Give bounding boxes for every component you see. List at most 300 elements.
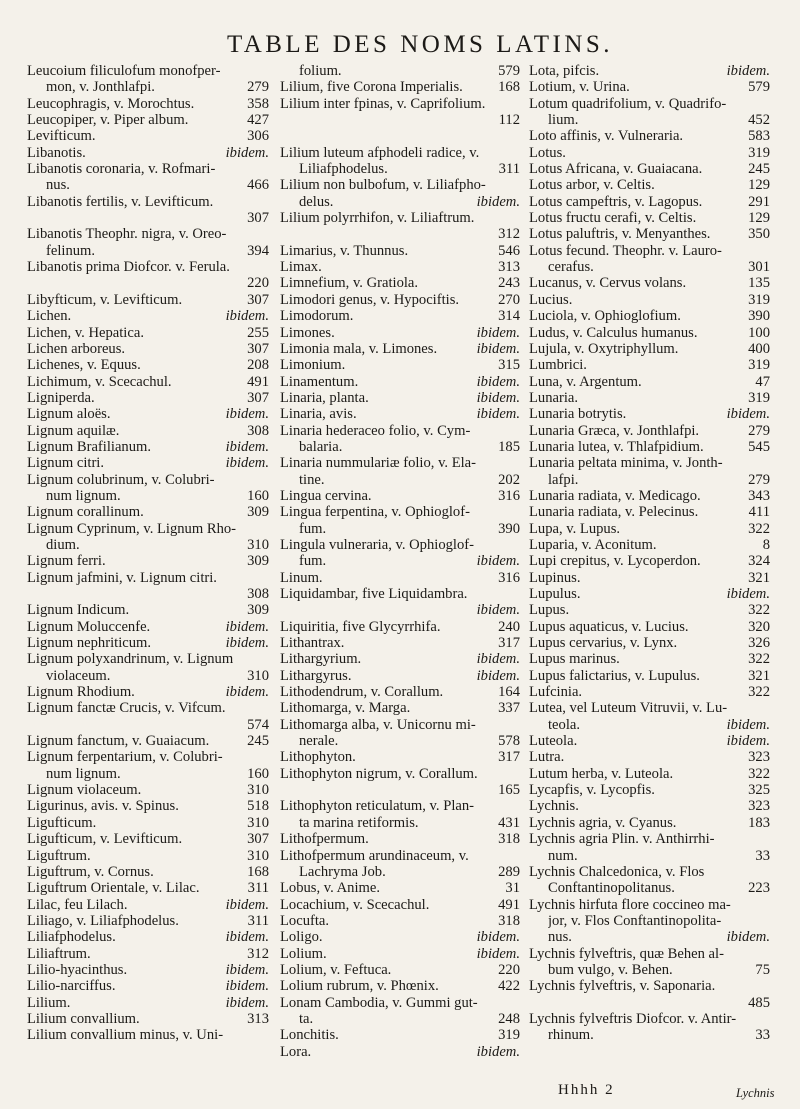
entry-page-number: 358 — [247, 95, 269, 112]
index-entry — [27, 177, 269, 193]
entry-page-number: 319 — [748, 144, 770, 161]
index-entry — [280, 521, 520, 537]
entry-text: Liquiritia, five Glycyrrhifa. — [280, 618, 441, 635]
index-page-ref: 307 — [247, 210, 269, 227]
entry-page-number: 322 — [748, 765, 770, 782]
entry-text: Lunaria peltata minima, v. Jonth- — [529, 455, 723, 472]
entry-page-number: 245 — [748, 161, 770, 178]
entry-page-number: ibidem. — [726, 733, 770, 750]
entry-text: Lignum Indicum. — [27, 602, 130, 619]
entry-page-number: 315 — [498, 357, 520, 374]
entry-text: Lotus. — [529, 144, 566, 161]
entry-text: Lingula vulneraria, v. Ophioglof- — [280, 536, 474, 553]
entry-text: Lignum fanctum, v. Guaiacum. — [27, 733, 210, 750]
index-entry — [27, 145, 269, 161]
index-page-ref: 485 — [748, 994, 770, 1011]
entry-text: Lupus aquaticus, v. Lucius. — [529, 618, 689, 635]
entry-text: Liguftrum, v. Cornus. — [27, 863, 154, 880]
entry-text: Lignum Brafilianum. — [27, 438, 152, 455]
index-entry — [529, 472, 770, 488]
index-entry — [529, 733, 770, 749]
entry-text: Leucoium filiculofum monofper- — [27, 63, 221, 79]
index-entry — [529, 880, 770, 896]
entry-text: Lunaria. — [529, 389, 579, 406]
index-entry — [529, 848, 770, 864]
entry-text: Lilium luteum afphodeli radice, v. — [280, 144, 480, 161]
index-entry — [529, 194, 770, 210]
entry-text: Lingua ferpentina, v. Ophioglof- — [280, 504, 470, 521]
entry-text: Lychnis agria, v. Cyanus. — [529, 814, 677, 831]
entry-text: Lignum jafmini, v. Lignum citri. — [27, 569, 217, 586]
index-entry — [27, 962, 269, 978]
index-entry — [529, 929, 770, 945]
entry-page-number: ibidem. — [225, 618, 269, 635]
entry-text: Lychnis fylveftris Diofcor. v. Antir- — [529, 1010, 737, 1027]
index-entry — [27, 946, 269, 962]
entry-page-number: 301 — [748, 259, 770, 276]
entry-page-number: 422 — [498, 978, 520, 995]
entry-page-number: ibidem. — [476, 945, 520, 962]
entry-page-number: 322 — [748, 520, 770, 537]
index-entry — [529, 1011, 770, 1027]
entry-text: Lotium, v. Urina. — [529, 79, 630, 96]
index-entry — [280, 815, 520, 831]
entry-text: Lithophyton. — [280, 749, 356, 766]
index-entry — [27, 194, 269, 210]
entry-page-number: ibidem. — [726, 929, 770, 946]
entry-page-number: 306 — [247, 128, 269, 145]
index-entry — [280, 504, 520, 520]
entry-text: Lignum aquilæ. — [27, 422, 120, 439]
index-entry — [280, 553, 520, 569]
entry-page-number: 164 — [498, 684, 520, 701]
entry-text: Lychnis hirfuta flore coccineo ma- — [529, 896, 731, 913]
entry-text: balaria. — [299, 438, 343, 455]
entry-text: Lotum quadrifolium, v. Quadrifo- — [529, 95, 727, 112]
index-entry — [280, 880, 520, 896]
index-entry — [27, 357, 269, 373]
index-entry — [280, 128, 520, 144]
entry-page-number: 317 — [498, 749, 520, 766]
entry-text: Lonam Cambodia, v. Gummi gut- — [280, 994, 478, 1011]
entry-page-number: ibidem. — [225, 406, 269, 423]
index-entry — [280, 325, 520, 341]
entry-page-number: 325 — [748, 782, 770, 799]
entry-text: Lignum citri. — [27, 455, 105, 472]
index-entry — [27, 766, 269, 782]
index-entry — [27, 602, 269, 618]
entry-text: Linamentum. — [280, 373, 359, 390]
index-entry — [27, 390, 269, 406]
entry-text: Lithargyrium. — [280, 651, 362, 668]
entry-page-number: 100 — [748, 324, 770, 341]
entry-page-number: ibidem. — [476, 340, 520, 357]
entry-page-number: 75 — [755, 961, 770, 978]
index-entry — [280, 766, 520, 782]
entry-text: Lichen arboreus. — [27, 340, 126, 357]
entry-page-number: 323 — [748, 749, 770, 766]
entry-text: fum. — [299, 520, 327, 537]
entry-text: folium. — [299, 63, 342, 79]
index-entry — [280, 1044, 520, 1060]
entry-text: Lignum Moluccenfe. — [27, 618, 151, 635]
entry-text: mon, v. Jonthlafpi. — [46, 79, 155, 96]
entry-text: Lupus cervarius, v. Lynx. — [529, 635, 678, 652]
index-entry — [27, 439, 269, 455]
entry-page-number: 518 — [247, 798, 269, 815]
index-entry — [280, 341, 520, 357]
entry-text: Lichen, v. Hepatica. — [27, 324, 144, 341]
index-page-ref: ibidem. — [476, 602, 520, 619]
index-entry — [529, 439, 770, 455]
entry-page-number: 310 — [247, 814, 269, 831]
entry-page-number: ibidem. — [476, 1043, 520, 1060]
index-entry — [529, 586, 770, 602]
index-page-ref: 574 — [247, 716, 269, 733]
index-entry — [280, 929, 520, 945]
entry-text: Lolium, v. Feftuca. — [280, 961, 392, 978]
entry-text: jor, v. Flos Conftantinopolita- — [548, 912, 722, 929]
index-entry — [529, 897, 770, 913]
entry-text: Liquidambar, five Liquidambra. — [280, 586, 468, 602]
entry-page-number: 160 — [247, 487, 269, 504]
entry-page-number: ibidem. — [726, 586, 770, 602]
entry-page-number: 129 — [748, 210, 770, 227]
entry-text: Leucophragis, v. Morochtus. — [27, 95, 195, 112]
index-entry — [27, 782, 269, 798]
entry-text: Liguftrum. — [27, 847, 91, 864]
index-entry — [280, 668, 520, 684]
entry-text: Lutra. — [529, 749, 565, 766]
index-entry — [280, 962, 520, 978]
index-entry — [529, 1027, 770, 1043]
entry-page-number: 491 — [247, 373, 269, 390]
index-entry — [27, 455, 269, 471]
entry-text: Ligniperda. — [27, 389, 95, 406]
entry-text: Lunaria radiata, v. Pelecinus. — [529, 504, 699, 521]
index-entry — [529, 749, 770, 765]
entry-text: Lotus fructu cerafi, v. Celtis. — [529, 210, 697, 227]
entry-text: Lignum nephriticum. — [27, 635, 152, 652]
entry-text: Lichen. — [27, 308, 72, 325]
entry-page-number: 255 — [247, 324, 269, 341]
index-entry — [529, 864, 770, 880]
index-entry — [27, 553, 269, 569]
index-entry — [27, 96, 269, 112]
index-entry — [280, 619, 520, 635]
entry-page-number: 337 — [498, 700, 520, 717]
entry-text: Lotus campeftris, v. Lagopus. — [529, 193, 703, 210]
index-entry — [280, 978, 520, 994]
index-entry — [27, 112, 269, 128]
entry-page-number: 307 — [247, 831, 269, 848]
entry-page-number: 312 — [247, 945, 269, 962]
entry-text: Liliafphodelus. — [27, 929, 116, 946]
index-entry — [529, 913, 770, 929]
entry-text: rhinum. — [548, 1027, 594, 1044]
index-entry — [27, 815, 269, 831]
entry-text: Locachium, v. Scecachul. — [280, 896, 430, 913]
index-column-1 — [27, 63, 269, 1044]
entry-page-number: 316 — [498, 487, 520, 504]
index-entry — [27, 341, 269, 357]
catchword: Lychnis — [736, 1086, 775, 1100]
index-entry — [529, 161, 770, 177]
entry-page-number: ibidem. — [225, 144, 269, 161]
entry-text: nerale. — [299, 733, 339, 750]
entry-text: ta marina retiformis. — [299, 814, 419, 831]
index-entry — [27, 978, 269, 994]
index-page-ref: 220 — [247, 275, 269, 292]
index-entry — [27, 537, 269, 553]
entry-text: lafpi. — [548, 471, 579, 488]
index-entry — [280, 374, 520, 390]
index-entry — [280, 831, 520, 847]
entry-text: Ligufticum. — [27, 814, 97, 831]
entry-text: Lignum polyxandrinum, v. Lignum — [27, 651, 234, 668]
index-entry — [529, 308, 770, 324]
index-entry — [529, 798, 770, 814]
entry-text: Lotus Africana, v. Guaiacana. — [529, 161, 703, 178]
entry-page-number: ibidem. — [476, 667, 520, 684]
entry-page-number: 310 — [247, 667, 269, 684]
entry-text: Lithomarga alba, v. Unicornu mi- — [280, 716, 476, 733]
index-entry — [529, 275, 770, 291]
entry-page-number: ibidem. — [726, 63, 770, 79]
entry-text: Lychnis agria Plin. v. Anthirrhi- — [529, 831, 715, 848]
entry-page-number: 319 — [748, 291, 770, 308]
entry-text: cerafus. — [548, 259, 594, 276]
index-entry — [280, 194, 520, 210]
entry-page-number: ibidem. — [476, 193, 520, 210]
entry-text: bum vulgo, v. Behen. — [548, 961, 673, 978]
entry-text: fum. — [299, 553, 327, 570]
index-entry — [529, 782, 770, 798]
entry-text: felinum. — [46, 242, 96, 259]
index-entry — [280, 570, 520, 586]
index-entry — [280, 635, 520, 651]
entry-page-number: 326 — [748, 635, 770, 652]
entry-text: Luteola. — [529, 733, 578, 750]
index-entry — [27, 668, 269, 684]
entry-text: Lignum fanctæ Crucis, v. Vifcum. — [27, 700, 226, 717]
entry-page-number: 279 — [748, 422, 770, 439]
entry-page-number: 185 — [498, 438, 520, 455]
entry-text: Lotus arbor, v. Celtis. — [529, 177, 655, 194]
index-entry — [529, 488, 770, 504]
index-entry — [280, 684, 520, 700]
entry-text: Lithomarga, v. Marga. — [280, 700, 411, 717]
entry-text: Limodori genus, v. Hypociftis. — [280, 291, 460, 308]
entry-text: Lychnis fylveftris, v. Saponaria. — [529, 978, 716, 995]
index-entry — [280, 96, 520, 112]
entry-text: dium. — [46, 536, 80, 553]
entry-page-number: 579 — [498, 63, 520, 79]
entry-page-number: 289 — [498, 863, 520, 880]
index-entry — [280, 259, 520, 275]
entry-text: Lithophyton nigrum, v. Corallum. — [280, 765, 478, 782]
index-entry — [27, 226, 269, 242]
entry-page-number: 322 — [748, 651, 770, 668]
entry-page-number: 320 — [748, 618, 770, 635]
entry-text: Lota, pifcis. — [529, 63, 600, 79]
entry-page-number: ibidem. — [225, 896, 269, 913]
entry-text: Libanotis prima Diofcor. v. Ferula. — [27, 259, 230, 276]
entry-text: num lignum. — [46, 765, 121, 782]
entry-text: Luna, v. Argentum. — [529, 373, 642, 390]
entry-text: Lachryma Job. — [299, 863, 386, 880]
entry-page-number: 466 — [247, 177, 269, 194]
entry-page-number: 427 — [247, 112, 269, 129]
entry-text: Lithofpermum arundinaceum, v. — [280, 847, 469, 864]
entry-page-number: 491 — [498, 896, 520, 913]
index-entry — [529, 128, 770, 144]
entry-text: Liliago, v. Liliafphodelus. — [27, 912, 179, 929]
index-entry — [280, 177, 520, 193]
entry-page-number: ibidem. — [225, 455, 269, 472]
index-entry — [529, 210, 770, 226]
entry-text: Limonium. — [280, 357, 346, 374]
index-entry — [529, 226, 770, 242]
entry-page-number: 202 — [498, 471, 520, 488]
entry-text: Lunaria botrytis. — [529, 406, 627, 423]
index-entry — [27, 733, 269, 749]
entry-text: delus. — [299, 193, 334, 210]
entry-text: Lunaria Græca, v. Jonthlafpi. — [529, 422, 700, 439]
entry-page-number: 545 — [748, 438, 770, 455]
entry-page-number: 321 — [748, 667, 770, 684]
entry-page-number: ibidem. — [225, 978, 269, 995]
entry-page-number: 350 — [748, 226, 770, 243]
entry-text: Limonia mala, v. Limones. — [280, 340, 438, 357]
entry-page-number: 546 — [498, 242, 520, 259]
entry-page-number: ibidem. — [225, 635, 269, 652]
index-entry — [280, 586, 520, 602]
index-entry — [27, 798, 269, 814]
entry-text: Lilium non bulbofum, v. Liliafpho- — [280, 177, 486, 194]
entry-text: Liliafphodelus. — [299, 161, 388, 178]
entry-text: Lupus falictarius, v. Lupulus. — [529, 667, 700, 684]
entry-page-number: 322 — [748, 684, 770, 701]
entry-text: Lychnis. — [529, 798, 579, 815]
index-entry — [27, 995, 269, 1011]
entry-page-number: 129 — [748, 177, 770, 194]
entry-text: Lupus. — [529, 602, 570, 619]
index-entry — [27, 831, 269, 847]
index-entry — [529, 619, 770, 635]
index-entry — [529, 455, 770, 471]
index-entry — [27, 374, 269, 390]
index-entry — [27, 651, 269, 667]
entry-text: Limnefium, v. Gratiola. — [280, 275, 419, 292]
index-entry — [27, 929, 269, 945]
index-entry — [529, 341, 770, 357]
entry-page-number: 310 — [247, 847, 269, 864]
entry-page-number: 394 — [247, 242, 269, 259]
entry-text: Lupinus. — [529, 569, 581, 586]
entry-text: nus. — [548, 929, 572, 946]
entry-text: Lignum Cyprinum, v. Lignum Rho- — [27, 520, 237, 537]
index-entry — [27, 423, 269, 439]
entry-page-number: 431 — [498, 814, 520, 831]
index-entry — [280, 390, 520, 406]
index-page-ref: 312 — [498, 226, 520, 243]
index-column-3 — [529, 63, 770, 1044]
entry-text: num. — [548, 847, 578, 864]
entry-page-number: 168 — [247, 863, 269, 880]
entry-text: Lignum ferpentarium, v. Colubri- — [27, 749, 223, 766]
entry-text: Libanotis coronaria, v. Rofmari- — [27, 161, 216, 178]
index-entry — [529, 504, 770, 520]
entry-page-number: ibidem. — [476, 929, 520, 946]
index-entry — [529, 668, 770, 684]
index-entry — [529, 717, 770, 733]
index-entry — [529, 325, 770, 341]
index-entry — [529, 521, 770, 537]
entry-page-number: 411 — [748, 504, 770, 521]
index-entry — [27, 472, 269, 488]
entry-text: Lithantrax. — [280, 635, 345, 652]
index-entry — [529, 946, 770, 962]
index-entry — [27, 913, 269, 929]
entry-text: Lithofpermum. — [280, 831, 369, 848]
entry-text: Linaria, avis. — [280, 406, 357, 423]
index-entry — [280, 897, 520, 913]
entry-text: Lychnis Chalcedonica, v. Flos — [529, 863, 705, 880]
entry-page-number: 270 — [498, 291, 520, 308]
index-entry — [529, 406, 770, 422]
entry-text: Lychnis fylveftris, quæ Behen al- — [529, 945, 724, 962]
index-entry — [27, 63, 269, 79]
index-entry — [280, 749, 520, 765]
entry-page-number: 8 — [762, 536, 770, 553]
entry-page-number: 223 — [748, 880, 770, 897]
entry-text: Lufcinia. — [529, 684, 583, 701]
index-entry — [280, 357, 520, 373]
index-entry — [27, 864, 269, 880]
entry-text: Lilio-hyacinthus. — [27, 961, 128, 978]
entry-page-number: 579 — [748, 79, 770, 96]
index-entry — [529, 96, 770, 112]
entry-page-number: 319 — [498, 1027, 520, 1044]
entry-text: Lignum aloës. — [27, 406, 111, 423]
entry-page-number: 310 — [247, 536, 269, 553]
index-entry — [529, 651, 770, 667]
index-entry — [529, 831, 770, 847]
entry-page-number: ibidem. — [225, 961, 269, 978]
entry-page-number: 313 — [498, 259, 520, 276]
entry-page-number: 323 — [748, 798, 770, 815]
entry-page-number: 160 — [247, 765, 269, 782]
index-entry — [529, 243, 770, 259]
entry-page-number: 309 — [247, 602, 269, 619]
entry-page-number: ibidem. — [225, 308, 269, 325]
entry-page-number: 33 — [755, 847, 770, 864]
entry-page-number: ibidem. — [225, 438, 269, 455]
index-entry — [529, 63, 770, 79]
entry-text: Luparia, v. Aconitum. — [529, 536, 657, 553]
entry-page-number: 135 — [748, 275, 770, 292]
index-entry — [529, 357, 770, 373]
entry-text: Lilium, five Corona Imperialis. — [280, 79, 463, 96]
index-entry — [280, 1011, 520, 1027]
entry-page-number: 319 — [748, 357, 770, 374]
index-entry — [280, 995, 520, 1011]
index-entry — [280, 79, 520, 95]
entry-text: Loto affinis, v. Vulneraria. — [529, 128, 684, 145]
entry-text: Lithargyrus. — [280, 667, 352, 684]
entry-page-number: 316 — [498, 569, 520, 586]
